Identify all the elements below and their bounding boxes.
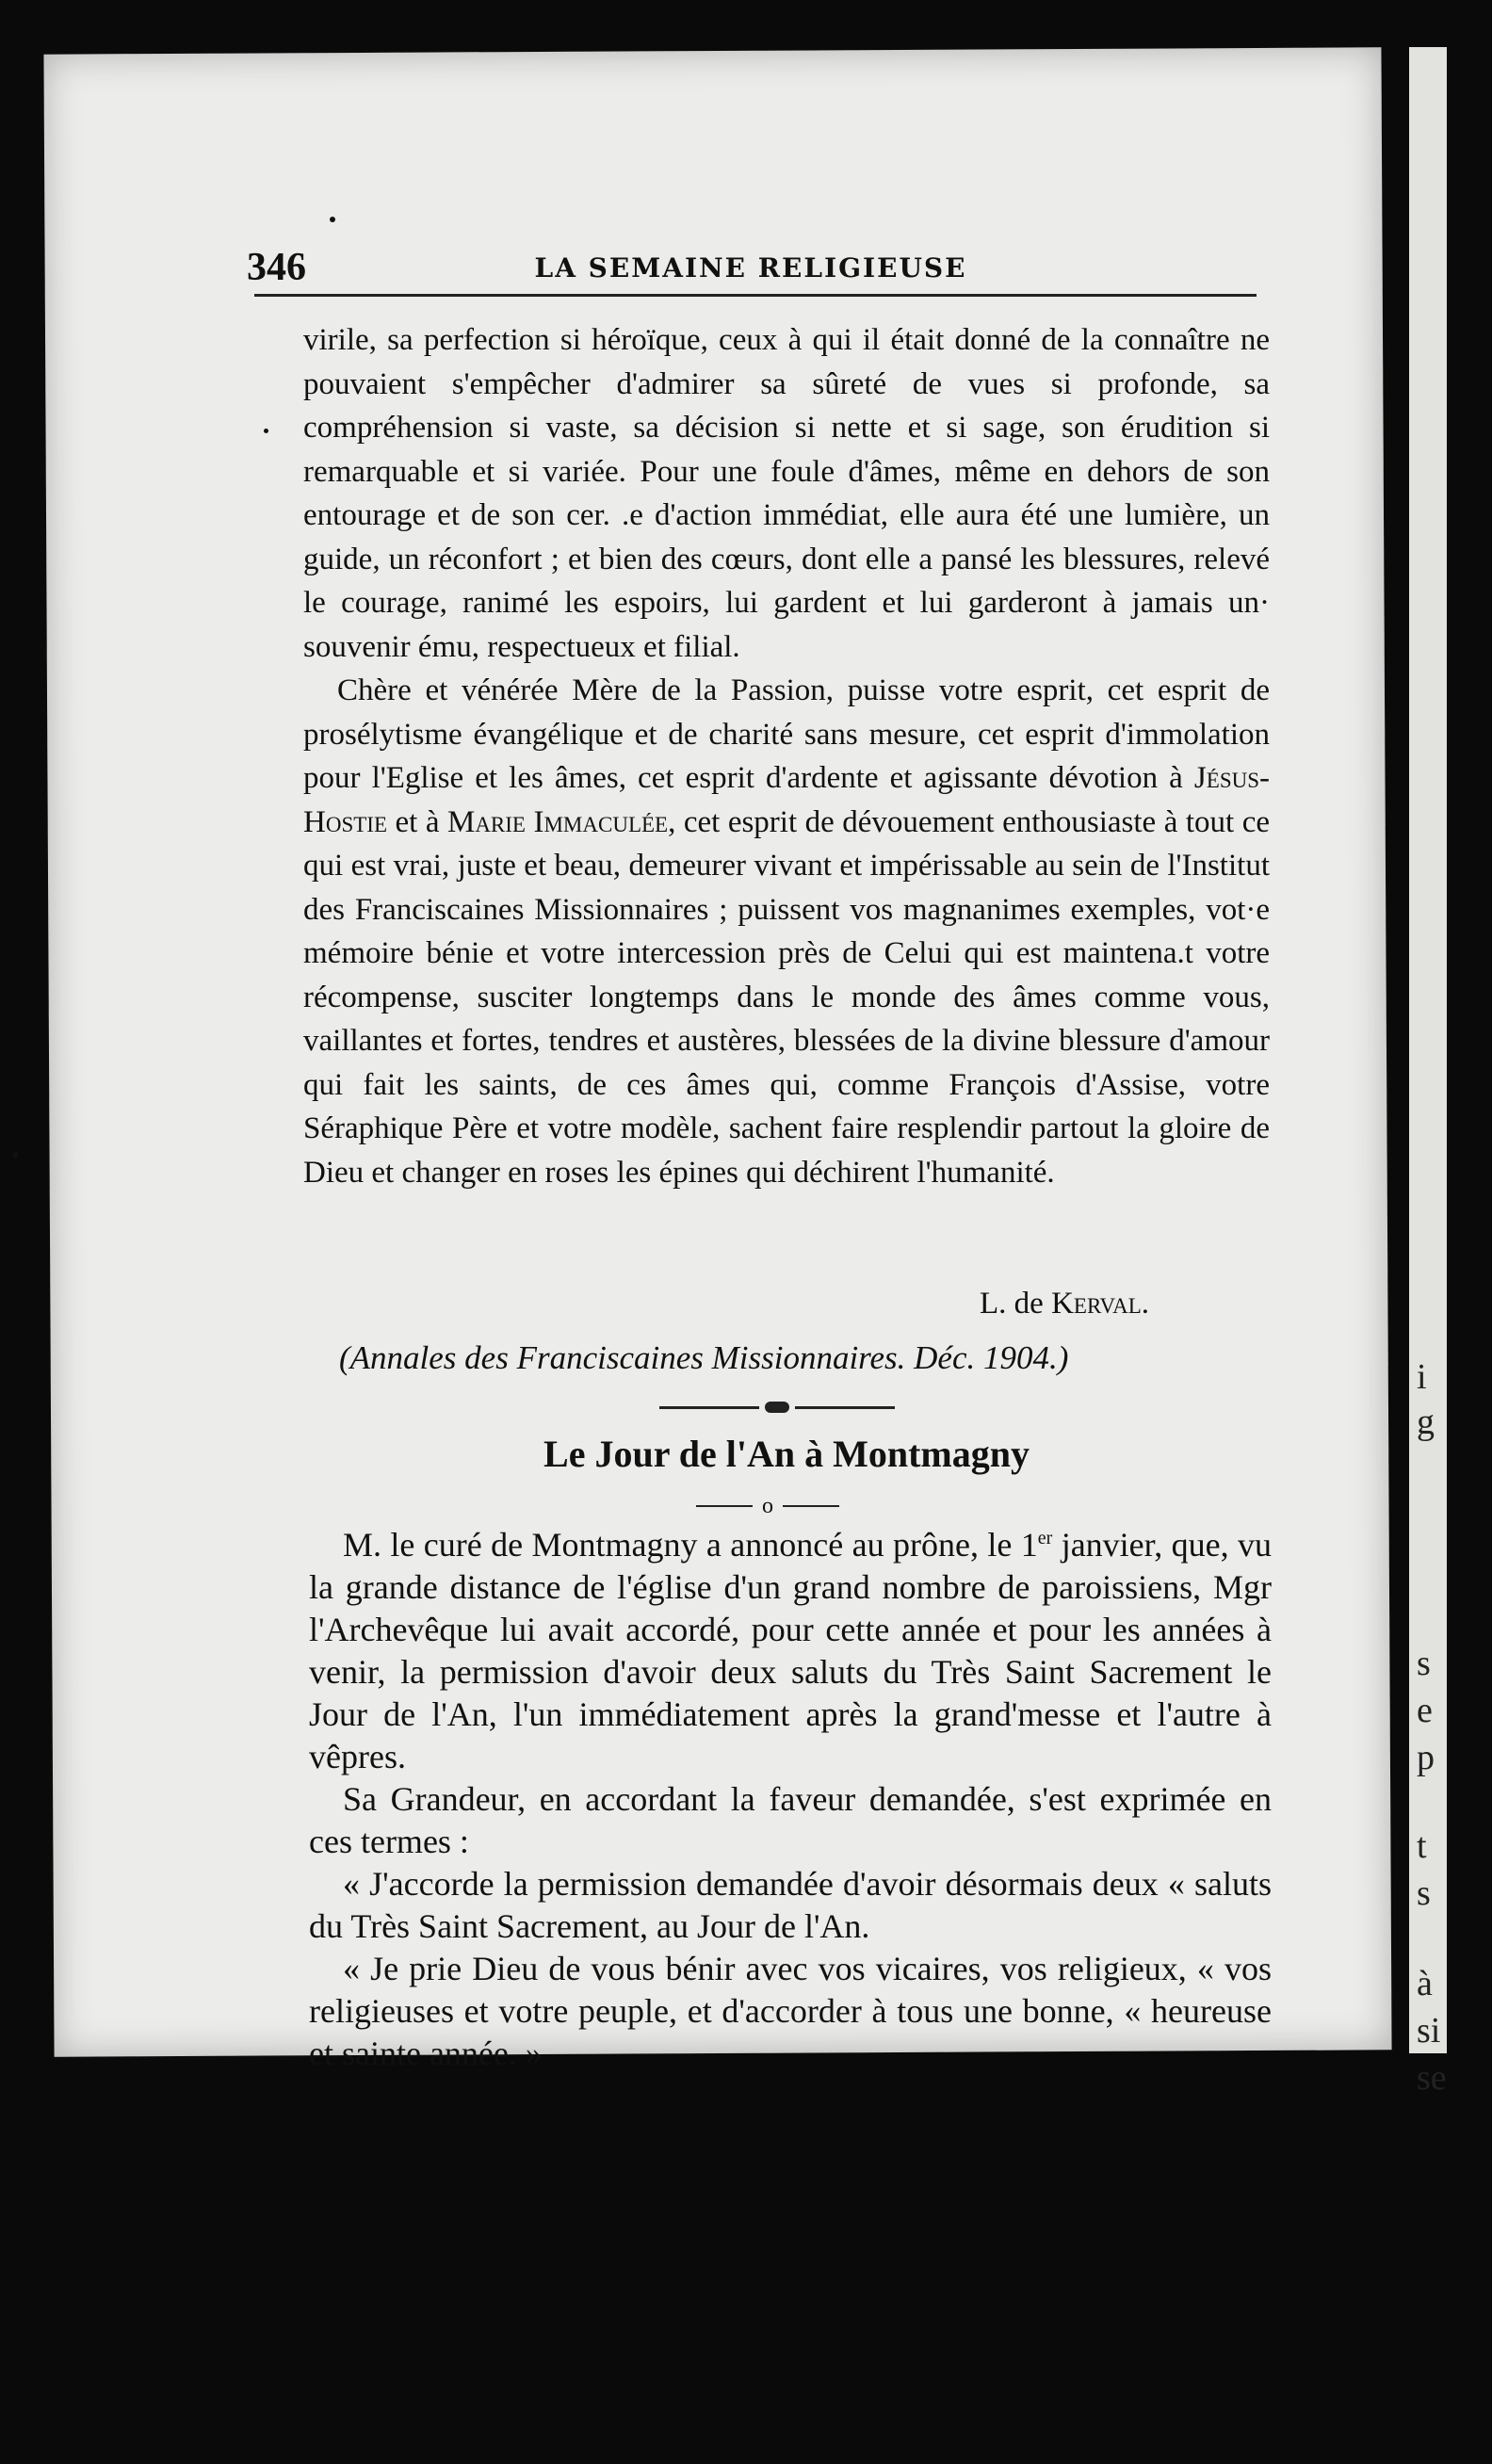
divider-line: [659, 1406, 759, 1409]
next-page-fragment: t: [1417, 1826, 1427, 1866]
small-caps-name: Marie Immaculée: [446, 804, 669, 839]
text-run: et à: [387, 804, 447, 839]
next-page-fragment: e: [1417, 1691, 1433, 1730]
next-page-fragment: g: [1417, 1402, 1435, 1442]
source-citation: (Annales des Franciscaines Missionnaires. Déc. 1904.): [339, 1339, 1069, 1376]
body-paragraph: [309, 1524, 1272, 1778]
superscript: er: [1037, 1528, 1053, 1548]
scan-speck: [330, 217, 335, 222]
scan-speck: [13, 1151, 18, 1159]
signature-name: Kerval.: [1051, 1287, 1149, 1321]
separator-circle: o: [762, 1493, 773, 1518]
ornamental-divider: [659, 1398, 895, 1417]
text-run: janvier, que, vu la grande distance de l'église d'un grand nombre de paroissiens, Mgr l'Archevêque lui avait accordé, pour cette année et pour les années à venir, la permission d'avoir deux saluts du Très Saint Sacrement le Jour de l'An, l'un immédiatement après la grand'messe et l'autre à vêpres.: [309, 1526, 1272, 1775]
running-title: LA SEMAINE RELIGIEUSE: [534, 252, 967, 284]
running-head: [247, 245, 1255, 292]
next-page-fragment: p: [1417, 1738, 1435, 1777]
quote-paragraph: « J'accorde la permission demandée d'avoir désormais deux « saluts du Très Saint Sacrement, au Jour de l'An.: [309, 1865, 1272, 1945]
separator-line: [783, 1505, 839, 1507]
text-run: M. le curé de Montmagny a annoncé au prône, le 1: [343, 1526, 1038, 1564]
next-page-fragment: s: [1417, 1644, 1431, 1683]
second-article-body: [309, 1524, 1272, 2075]
page-number: 346: [247, 246, 306, 289]
divider-ornament: [765, 1402, 789, 1413]
body-paragraph: [303, 669, 1270, 1194]
small-caps-name: Jésus-Hostie: [303, 761, 1270, 839]
text-run: , cet esprit de dévouement enthousiaste à tout ce qui est vrai, juste et beau, demeurer vivant et impérissable au sein de l'Institut des Franciscaines Missionnaires ; puissent vos magnanimes exemples, vot·e mémoire bénie et votre intercession près de Celui qui est maintena.t votre récompense, susciter longtemps dans le monde des âmes comme vous, vaillantes et fortes, tendres et austères, blessées de la divine blessure d'amour qui fait les saints, de ces âmes qui, comme François d'Assise, votre Séraphique Père et votre modèle, sachent faire resplendir partout la gloire de Dieu et changer en roses les épines qui déchirent l'humanité.: [303, 804, 1270, 1190]
next-page-fragment: s: [1417, 1873, 1431, 1913]
next-page-fragment: si: [1417, 2011, 1441, 2051]
signature: [980, 1287, 1149, 1321]
body-paragraph: virile, sa perfection si héroïque, ceux à qui il était donné de la connaître ne pouvaient s'empêcher d'admirer sa sûreté de vues si profonde, sa compréhension si vaste, sa décision si nette et si sage, son érudition si remarquable et si variée. Pour une foule d'âmes, même en dehors de son entourage et de son cer. .e d'action immédiat, elle aura été une lumière, un guide, un réconfort ; et bien des cœurs, dont elle a pansé les blessures, relevé le courage, ranimé les espoirs, lui gardent et lui garderont à jamais un· souvenir ému, respectueux et filial.: [303, 323, 1270, 664]
next-page-fragment: à: [1417, 1964, 1433, 2003]
scan-speck: [264, 429, 268, 433]
quote-paragraph: « Je prie Dieu de vous bénir avec vos vicaires, vos religieux, « vos religieuses et votre peuple, et d'accorder à tous une bonne, « heureuse et sainte année. »: [309, 1950, 1272, 2072]
next-page-edge: [1409, 47, 1447, 2098]
next-page-fragment: i: [1417, 1357, 1427, 1397]
divider-line: [795, 1406, 895, 1409]
article-title: Le Jour de l'An à Montmagny: [543, 1433, 1030, 1475]
header-rule: [254, 294, 1257, 297]
signature-prefix: L. de: [980, 1287, 1052, 1321]
text-run: Chère et vénérée Mère de la Passion, puisse votre esprit, cet esprit de prosélytisme évangélique et de charité sans mesure, cet esprit d'immolation pour l'Eglise et les âmes, cet esprit d'ardente et agissante dévotion à: [303, 673, 1270, 795]
body-paragraph: Sa Grandeur, en accordant la faveur demandée, s'est exprimée en ces termes :: [309, 1780, 1272, 1860]
next-page-fragment: se: [1417, 2058, 1447, 2098]
title-separator: [688, 1490, 848, 1522]
separator-line: [696, 1505, 753, 1507]
article-body: [303, 318, 1270, 1194]
